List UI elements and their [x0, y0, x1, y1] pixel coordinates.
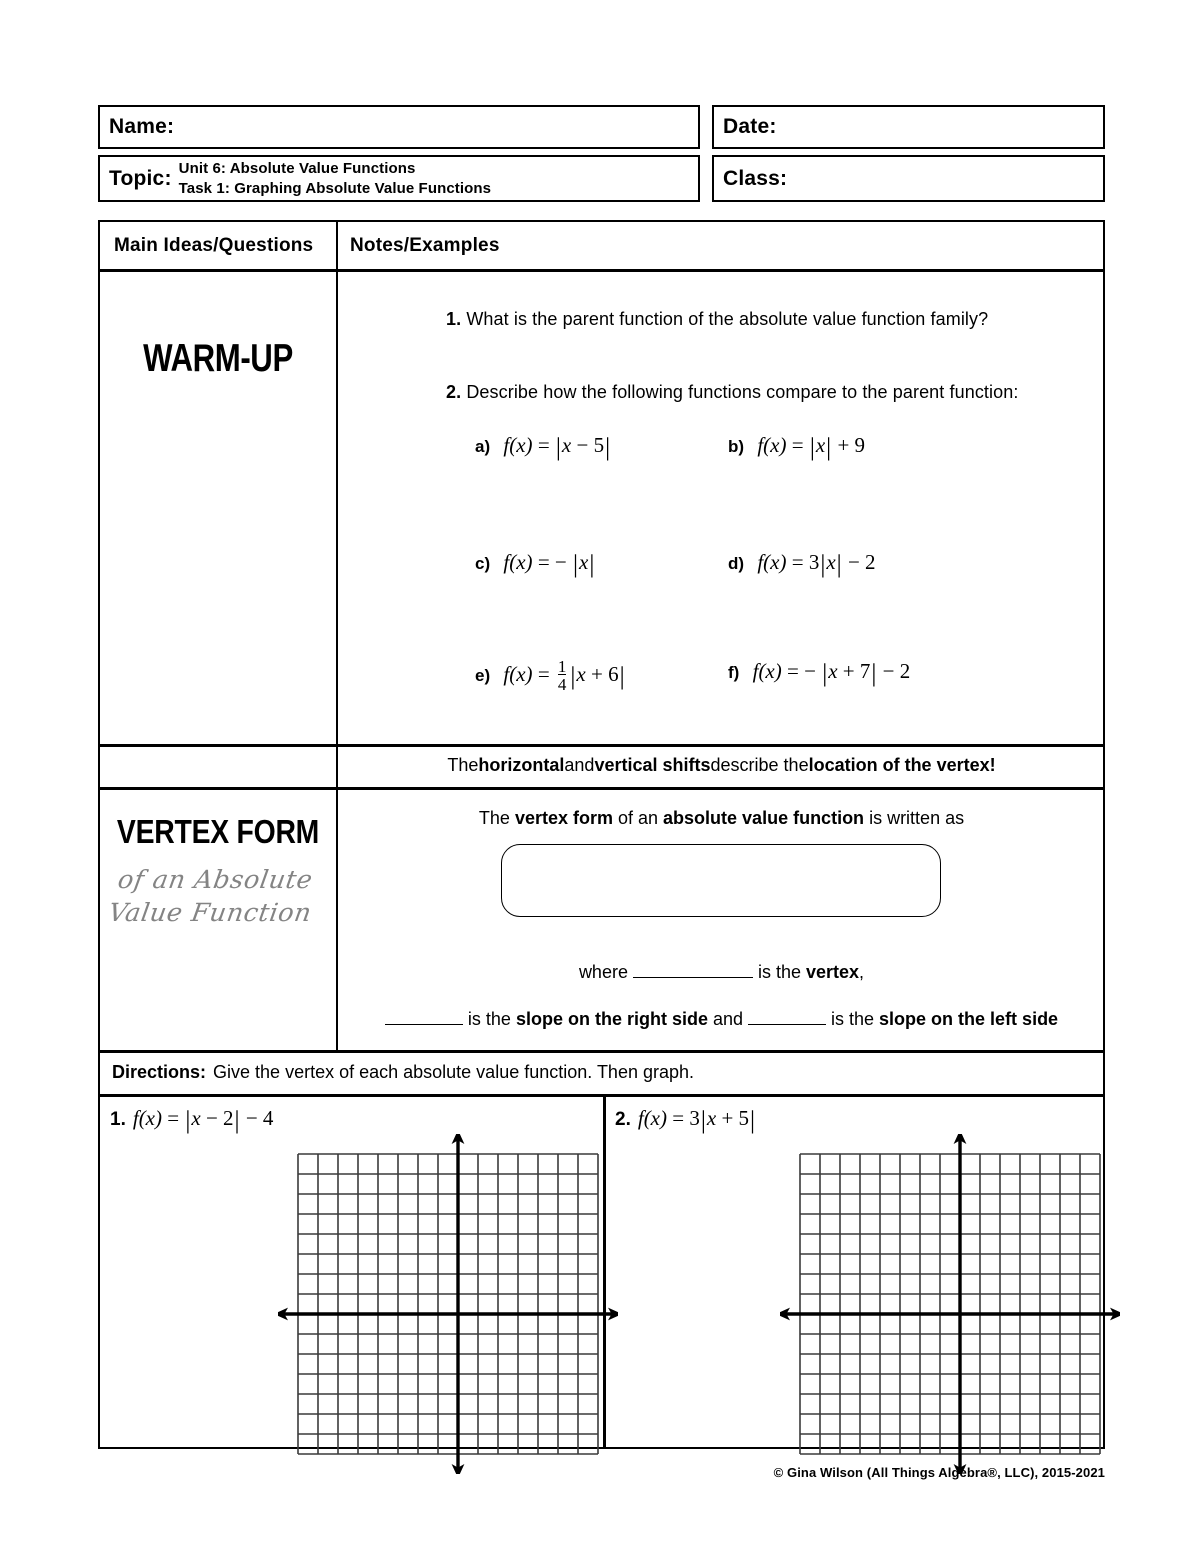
warmup-question-1	[446, 309, 988, 330]
graph-1[interactable]	[278, 1134, 618, 1479]
item-d-equation: f(x) = 3|x| − 2	[757, 550, 876, 578]
warmup-item-b	[728, 433, 866, 461]
q1-number: 1.	[446, 309, 462, 329]
graph-2[interactable]	[780, 1134, 1120, 1479]
item-f-equation: f(x) = − |x + 7| − 2	[752, 659, 911, 687]
item-b-equation: f(x) = |x| + 9	[757, 433, 866, 461]
slopes-line	[346, 1009, 1097, 1030]
q2-number: 2.	[446, 382, 462, 402]
problem-1-equation: f(x) = |x − 2| − 4	[132, 1106, 274, 1134]
date-label: Date:	[723, 115, 777, 138]
item-c-equation: f(x) = − |x|	[503, 550, 595, 578]
item-e-equation: $f(x) = \frac{1}{4} |x + 6|$	[503, 657, 625, 694]
vertex-form-cell	[100, 787, 336, 1050]
directions-text: Give the vertex of each absolute value function. Then graph.	[213, 1061, 695, 1082]
vf-intro-mid: of an	[612, 808, 664, 828]
problem-2-label	[615, 1106, 756, 1134]
topic-label: Topic:	[109, 166, 172, 190]
q2-text: Describe how the following functions compare to the parent function:	[466, 382, 1019, 402]
item-b-tag: b)	[728, 437, 745, 456]
problem-1	[100, 1094, 603, 1448]
vf-slope-bold-right: slope on the right side	[515, 1009, 708, 1029]
problem-2	[605, 1094, 1105, 1448]
vertex-form-title: VERTEX FORM	[116, 813, 320, 850]
vertex-form-subtitle	[87, 863, 338, 930]
shifts-bold-location: location of the vertex!	[808, 755, 996, 775]
q1-text: What is the parent function of the absolute value function family?	[466, 309, 989, 329]
vf-slope-mid3: is the	[826, 1009, 880, 1029]
class-field[interactable]	[712, 155, 1105, 202]
class-label: Class:	[723, 166, 788, 190]
topic-unit: Unit 6: Absolute Value Functions	[178, 160, 416, 178]
item-a-equation: f(x) = |x − 5|	[503, 433, 611, 461]
warmup-item-d	[728, 550, 876, 578]
col-header-main-ideas: Main Ideas/Questions	[114, 234, 314, 256]
vertex-form-intro	[338, 808, 1105, 829]
vertex-form-notes-cell	[338, 787, 1105, 1050]
vf-where-post: ,	[859, 962, 865, 982]
notes-table	[98, 220, 1105, 1449]
vf-slope-mid2: and	[707, 1009, 749, 1029]
item-c-tag: c)	[475, 554, 491, 573]
topic-field	[98, 155, 700, 202]
blank-vertex[interactable]	[633, 962, 753, 978]
warmup-item-f	[728, 659, 911, 687]
item-d-tag: d)	[728, 554, 745, 573]
vf-where-bold: vertex	[806, 962, 860, 982]
vf-slope-bold-left: slope on the left side	[879, 1009, 1059, 1029]
shifts-mid1: and	[564, 755, 595, 775]
vf-intro-bold2: absolute value function	[663, 808, 865, 828]
item-a-tag: a)	[475, 437, 491, 456]
directions-row	[100, 1050, 1105, 1094]
shifts-mid2: describe the	[710, 755, 809, 775]
problem-2-number: 2.	[615, 1109, 631, 1130]
fraction-one-fourth: $\frac{1}{4}$	[557, 657, 567, 694]
problem-1-number: 1.	[110, 1109, 126, 1130]
vf-intro-post: is written as	[864, 808, 965, 828]
shifts-bold-horizontal: horizontal	[478, 755, 565, 775]
blank-slope-right[interactable]	[385, 1009, 463, 1025]
warmup-title: WARM-UP	[143, 337, 293, 380]
topic-task: Task 1: Graphing Absolute Value Functions	[178, 179, 492, 197]
topic-value	[172, 159, 491, 197]
vertex-definition-line	[338, 962, 1105, 983]
vertex-form-subtitle-line2: Value Function	[106, 898, 314, 928]
blank-slope-left[interactable]	[748, 1009, 826, 1025]
warmup-notes-cell	[338, 269, 1105, 744]
shifts-pre: The	[447, 755, 479, 775]
vf-where-pre: where	[578, 962, 633, 982]
warmup-question-2	[446, 382, 1018, 403]
name-label: Name:	[109, 115, 175, 138]
vf-where-mid: is the	[752, 962, 806, 982]
date-field[interactable]	[712, 105, 1105, 149]
col-header-notes: Notes/Examples	[350, 234, 500, 256]
vf-intro-pre: The	[478, 808, 515, 828]
header-block	[98, 105, 1105, 202]
vf-slope-mid1: is the	[462, 1009, 516, 1029]
warmup-item-a	[475, 433, 611, 461]
item-f-tag: f)	[728, 663, 740, 682]
item-e-tag: e)	[475, 666, 491, 686]
warmup-item-e	[475, 659, 626, 694]
vertex-form-answer-box[interactable]	[501, 844, 941, 917]
shifts-statement	[338, 744, 1105, 787]
footer-copyright: © Gina Wilson (All Things Algebra®, LLC), 2015-2021	[773, 1465, 1105, 1480]
problem-1-label	[110, 1106, 274, 1134]
problem-2-equation: f(x) = 3|x + 5|	[637, 1106, 756, 1134]
vertex-form-subtitle-line1: of an Absolute	[115, 865, 315, 894]
warmup-cell	[100, 269, 336, 744]
warmup-item-c	[475, 550, 595, 578]
name-field[interactable]	[98, 105, 700, 149]
shifts-bold-vertical: vertical shifts	[594, 755, 711, 775]
vf-intro-bold1: vertex form	[514, 808, 613, 828]
directions-label: Directions:	[112, 1061, 207, 1082]
